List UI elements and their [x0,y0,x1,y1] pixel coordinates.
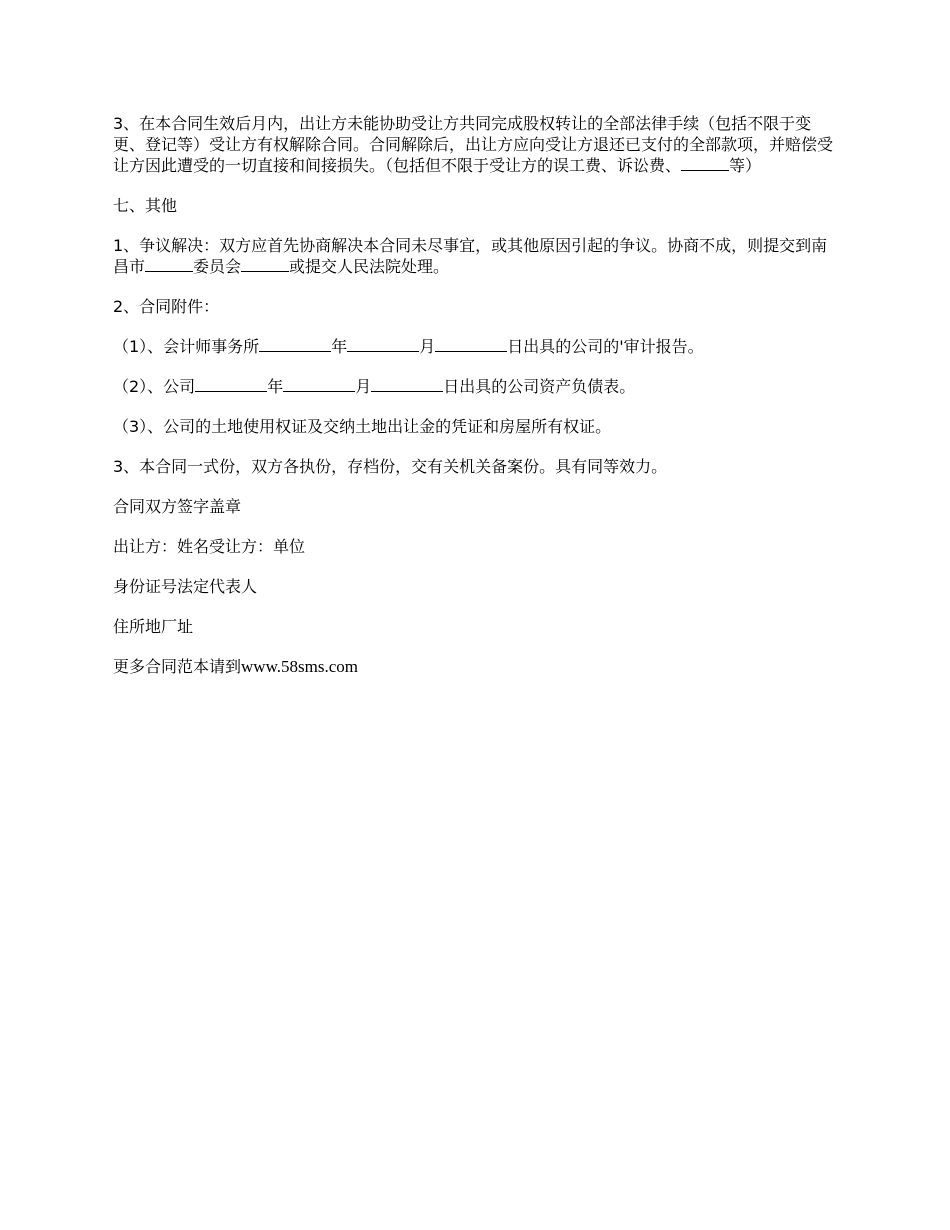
attachment-1 [113,336,843,357]
dispute-text-1: 1、争议解决：双方应首先协商解决本合同未尽事宜，或其他原因引起的争议。协商不成，则提交到南昌市 [113,236,828,276]
signature-line-2: 身份证号法定代表人 [113,577,258,596]
footer-prefix: 更多合同范本请到 [113,657,242,676]
attachment-2-month: 月 [355,377,372,396]
blank-line [681,155,729,171]
attachment-2-prefix: （2）、公司 [113,377,196,396]
clause-3-tail: 等） [729,156,762,175]
clause-3-text: 3、在本合同生效后月内，出让方未能协助受让方共同完成股权转让的全部法律手续（包括不限于变更、登记等）受让方有权解除合同。合同解除后，出让方应向受让方退还已支付的全部款项，并赔偿受让方因此遭受的一切直接和间接损失。（包括但不限于受让方的误工费、诉讼费、 [113,114,834,175]
attachment-1-year: 年 [331,337,348,356]
attachment-1-month: 月 [419,337,436,356]
signature-line-3: 住所地厂址 [113,617,194,636]
attachments-heading: 2、合同附件： [113,297,220,316]
footer-note [113,656,843,677]
blank-line [347,336,419,352]
document-page [113,113,843,696]
attachment-1-prefix: （1）、会计师事务所 [113,337,260,356]
attachment-2 [113,376,843,397]
blank-line [145,256,193,272]
dispute-paragraph [113,235,843,277]
dispute-text-2: 委员会 [193,257,242,276]
signature-line-1: 出让方：姓名受让方：单位 [113,537,306,556]
dispute-text-3: 或提交人民法院处理。 [289,257,450,276]
attachment-3: （3）、公司的土地使用权证及交纳土地出让金的凭证和房屋所有权证。 [113,417,612,436]
copies-clause: 3、本合同一式份，双方各执份，存档份，交有关机关备案份。具有同等效力。 [113,457,668,476]
blank-line [195,376,267,392]
blank-line [283,376,355,392]
blank-line [241,256,289,272]
attachment-2-year: 年 [267,377,284,396]
blank-line [435,336,507,352]
footer-url: www.58sms.com [241,657,358,676]
section-7-heading: 七、其他 [113,196,178,215]
blank-line [371,376,443,392]
attachment-2-suffix: 日出具的公司资产负债表。 [443,377,636,396]
signature-heading: 合同双方签字盖章 [113,497,242,516]
clause-3-paragraph [113,113,843,176]
attachment-1-suffix: 日出具的公司的'审计报告。 [507,337,704,356]
blank-line [259,336,331,352]
